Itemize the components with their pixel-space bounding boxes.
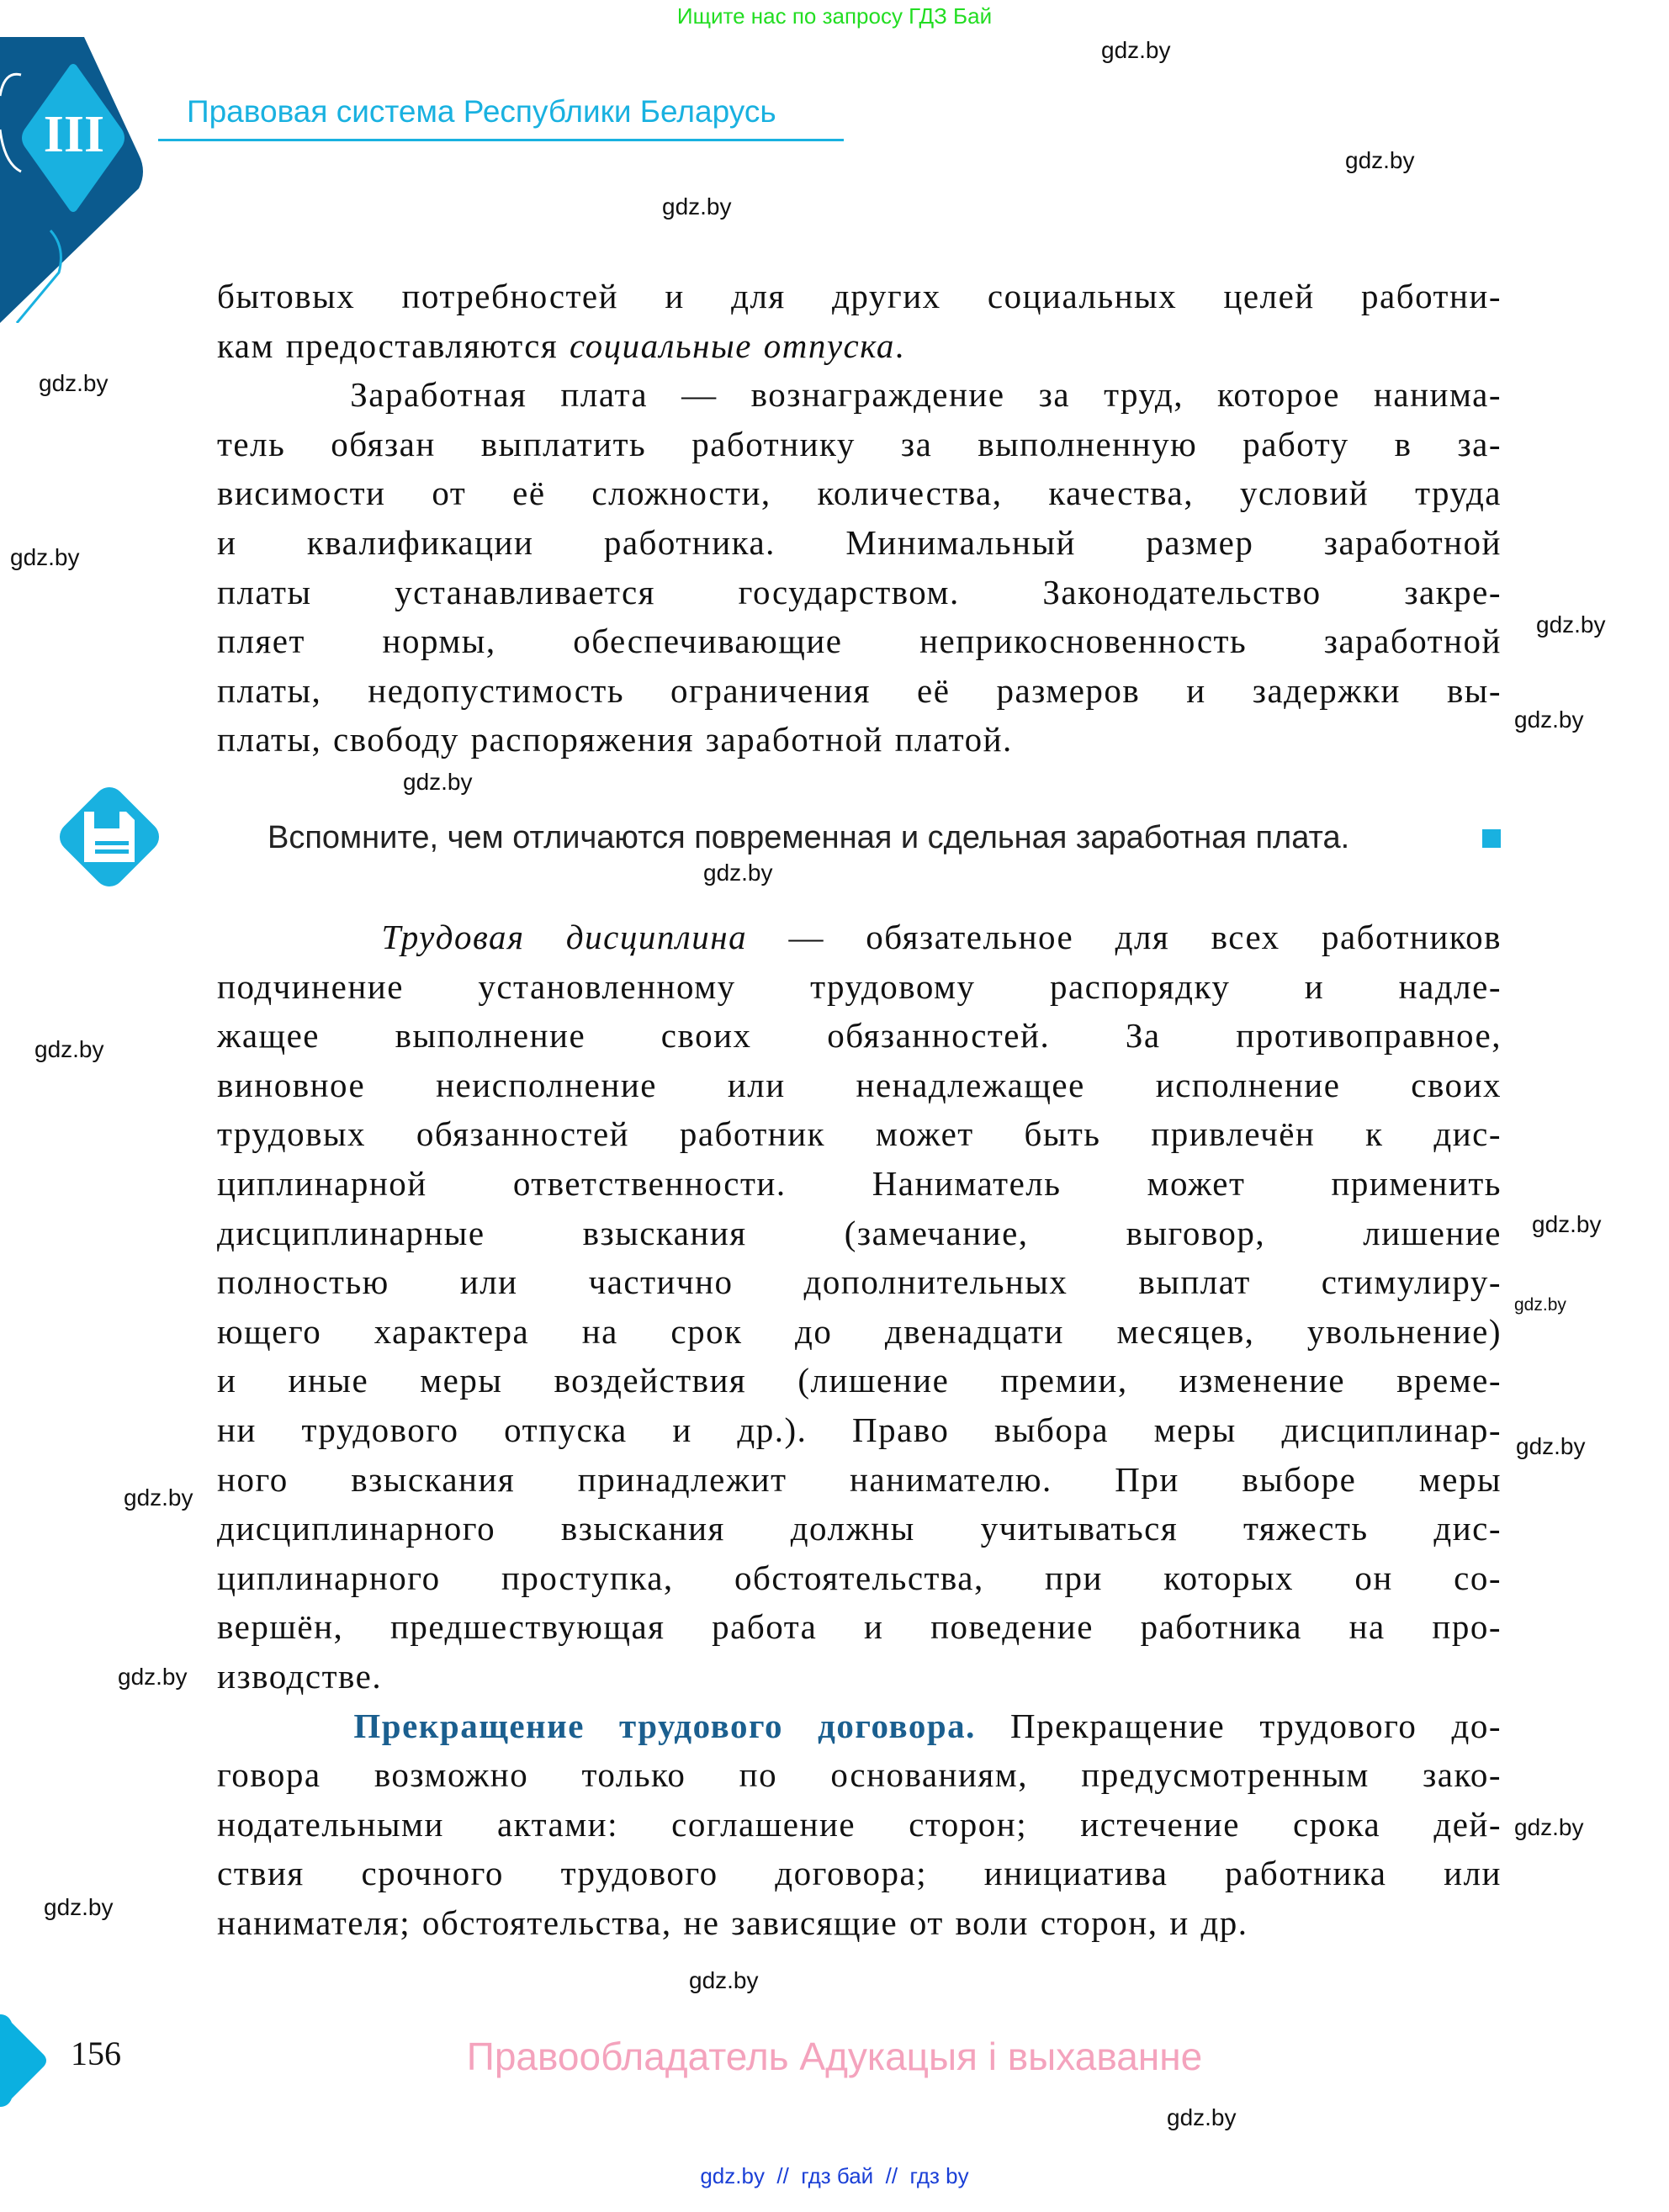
chapter-numeral: III xyxy=(43,106,105,163)
text-segment: подчинение установленному трудовому распорядку и надле- xyxy=(217,966,1502,1006)
watermark: gdz.by xyxy=(403,769,473,795)
text-segment: ющего характера на срок до двенадцати месяцев, увольнение) xyxy=(217,1311,1502,1351)
text-line xyxy=(217,1109,1502,1158)
text-segment: ни трудового отпуска и др.). Право выбора меры дисциплинар- xyxy=(217,1410,1502,1449)
text-segment: жащее выполнение своих обязанностей. За противоправное, xyxy=(217,1016,1502,1056)
watermark: gdz.by xyxy=(662,193,732,220)
watermark: gdz.by xyxy=(1536,611,1606,638)
top-search-banner: Ищите нас по запросу ГДЗ Бай xyxy=(676,3,993,29)
text-line xyxy=(217,1553,1502,1602)
text-segment: вершён, предшествующая работа и поведение работника на про- xyxy=(217,1607,1502,1647)
text-line xyxy=(217,962,1502,1011)
text-segment: трудовых обязанностей работник может быть привлечён к дис- xyxy=(217,1114,1502,1154)
term: Трудовая дисциплина xyxy=(381,918,748,956)
term: социальные отпуска xyxy=(569,325,895,365)
text-line xyxy=(217,1800,1502,1849)
text-line xyxy=(217,518,1502,567)
text-segment: дисциплинарного взыскания должны учитываться тяжесть дис- xyxy=(217,1509,1502,1548)
watermark: gdz.by xyxy=(1514,1295,1566,1315)
watermark: gdz.by xyxy=(10,544,80,570)
watermark: gdz.by xyxy=(1345,147,1415,173)
text-segment: циплинарного проступка, обстоятельства, при которых он со- xyxy=(217,1558,1502,1597)
watermark: gdz.by xyxy=(124,1484,193,1511)
watermark: gdz.by xyxy=(1532,1211,1602,1237)
text-segment: говора возможно только по основаниям, предусмотренным зако- xyxy=(217,1755,1502,1795)
watermark: gdz.by xyxy=(689,1967,759,1993)
text-segment: пляет нормы, обеспечивающие неприкосновенность заработной xyxy=(217,622,1502,661)
text-line xyxy=(217,1602,1502,1651)
floppy-disk-icon xyxy=(46,774,172,900)
text-line xyxy=(217,1652,1502,1701)
text-line xyxy=(217,1011,1502,1060)
text-line xyxy=(217,370,1502,419)
watermark: gdz.by xyxy=(34,1036,104,1062)
chapter-title: Правовая система Республики Беларусь xyxy=(187,94,776,129)
text-segment: платы, недопустимость ограничения её размеров и задержки вы- xyxy=(217,670,1502,710)
text-line xyxy=(217,666,1502,715)
watermark: gdz.by xyxy=(44,1894,114,1920)
text-line xyxy=(217,1307,1502,1356)
text-segment: дисциплинарные взыскания (замечание, выговор, лишение xyxy=(217,1213,1502,1252)
text-line xyxy=(217,568,1502,617)
text-line xyxy=(217,1849,1502,1897)
text-line xyxy=(217,1455,1502,1504)
watermark: gdz.by xyxy=(1167,2104,1237,2130)
text-segment xyxy=(217,1707,353,1745)
watermark: gdz.by xyxy=(1516,1433,1586,1459)
text-line xyxy=(217,272,1502,320)
text-segment: циплинарной ответственности. Наниматель может применить xyxy=(217,1164,1502,1203)
watermark: gdz.by xyxy=(118,1664,188,1690)
text-line xyxy=(217,1701,1502,1750)
text-segment: ного взыскания принадлежит нанимателю. При выборе меры xyxy=(217,1459,1502,1499)
watermark: gdz.by xyxy=(1514,1814,1584,1840)
page-number: 156 xyxy=(71,2035,121,2072)
text-line xyxy=(217,321,1502,370)
text-line xyxy=(217,1257,1502,1306)
text-segment: Заработная плата — вознаграждение за труд, которое нанима- xyxy=(217,375,1502,415)
text-segment: висимости от её сложности, количества, качества, условий труда xyxy=(217,474,1502,513)
note-end-marker xyxy=(1482,829,1501,848)
text-line xyxy=(217,1898,1502,1947)
text-line xyxy=(217,1504,1502,1553)
text-segment: кам предоставляются xyxy=(217,325,570,365)
text-segment: и квалификации работника. Минимальный размер заработной xyxy=(217,523,1502,562)
text-line xyxy=(217,468,1502,517)
watermark: gdz.by xyxy=(1101,37,1171,63)
text-line xyxy=(217,1405,1502,1454)
text-segment: платы устанавливается государством. Законодательство закре- xyxy=(217,572,1502,611)
text-segment: нанимателя; обстоятельства, не зависящие от воли сторон, и др. xyxy=(217,1903,1248,1942)
text-line xyxy=(217,617,1502,665)
text-segment: тель обязан выплатить работнику за выполненную работу в за- xyxy=(217,424,1502,463)
text-segment: Прекращение трудового до- xyxy=(975,1706,1502,1745)
text-line xyxy=(217,1159,1502,1208)
text-line xyxy=(217,420,1502,468)
text-segment: бытовых потребностей и для других социальных целей работни- xyxy=(217,277,1502,315)
text-segment: платы, свободу распоряжения заработной платой. xyxy=(217,720,1013,759)
watermark: gdz.by xyxy=(39,370,109,396)
section-heading: Прекращение трудового договора. xyxy=(353,1706,976,1745)
text-line xyxy=(217,1750,1502,1799)
bottom-links[interactable]: gdz.by // гдз бай // гдз by xyxy=(700,2163,969,2188)
text-segment: нодательными актами: соглашение сторон; истечение срока дей- xyxy=(217,1804,1502,1844)
text-segment: полностью или частично дополнительных выплат стимулиру- xyxy=(217,1262,1502,1302)
text-segment: ствия срочного трудового договора; инициатива работника или xyxy=(217,1854,1502,1893)
text-segment xyxy=(217,918,381,956)
text-line xyxy=(217,1209,1502,1257)
watermark: gdz.by xyxy=(703,860,773,886)
text-segment: изводстве. xyxy=(217,1657,383,1696)
watermark: gdz.by xyxy=(1514,706,1584,733)
reminder-note: Вспомните, чем отличаются повременная и сдельная заработная плата. xyxy=(268,820,1350,855)
text-line xyxy=(217,1061,1502,1109)
chapter-title-underline xyxy=(158,139,844,141)
text-segment: и иные меры воздействия (лишение премии, изменение време- xyxy=(217,1361,1502,1400)
text-line xyxy=(217,715,1502,764)
copyright-footer: Правообладатель Адукацыя і выхаванне xyxy=(466,2035,1203,2078)
text-segment: виновное неисполнение или ненадлежащее исполнение своих xyxy=(217,1065,1502,1104)
chapter-badge xyxy=(0,37,168,323)
text-line xyxy=(217,913,1502,961)
text-segment: — обязательное для всех работников xyxy=(747,918,1502,956)
text-line xyxy=(217,1356,1502,1405)
text-segment: . xyxy=(894,325,905,365)
